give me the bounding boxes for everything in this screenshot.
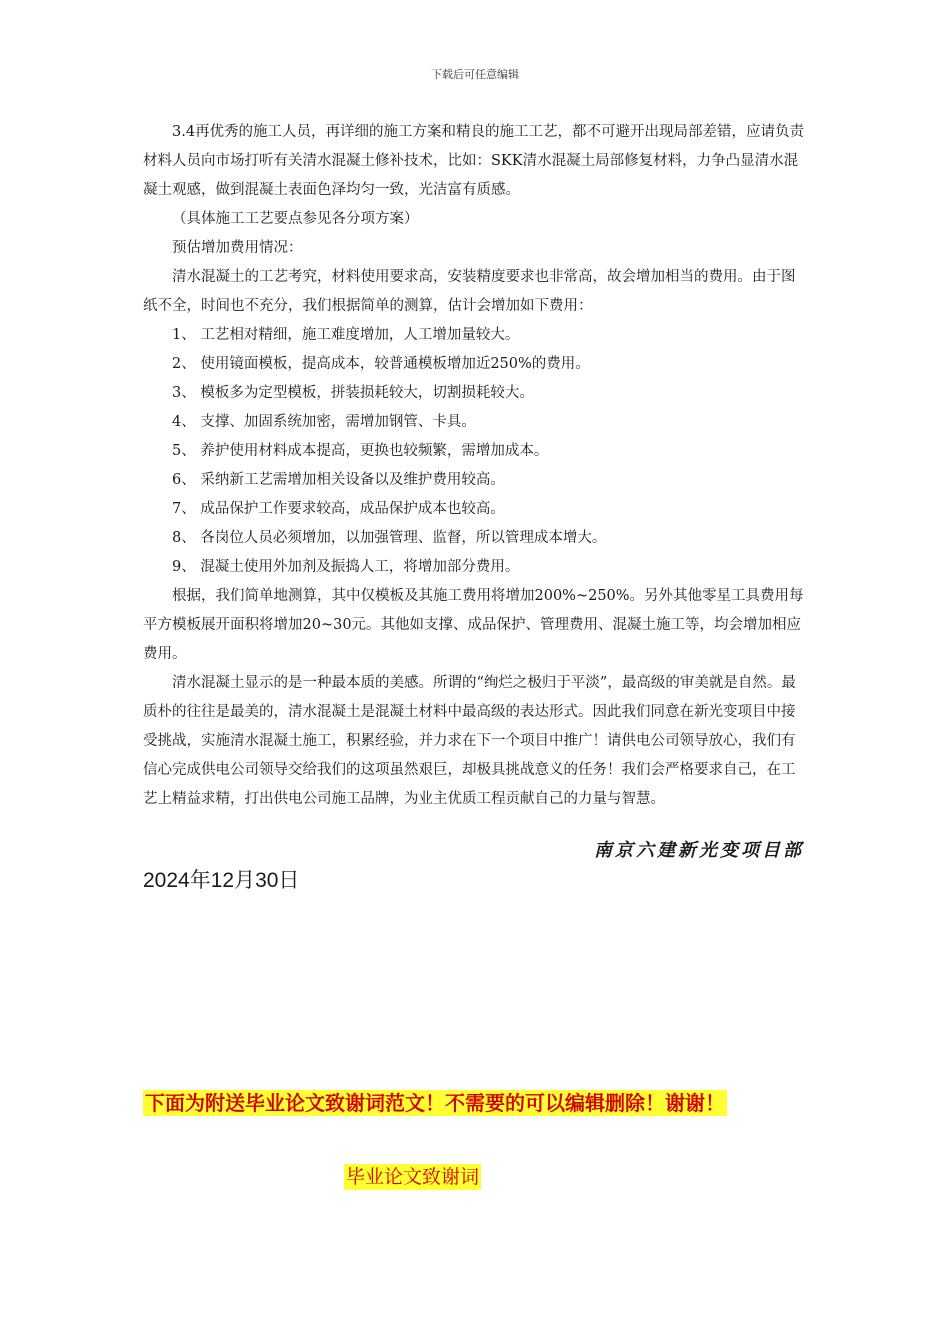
appendix-title: 毕业论文致谢词 bbox=[346, 1166, 480, 1188]
paragraph-estimate: 根据，我们简单地测算，其中仅模板及其施工费用将增加200%~250%。另外其他零星工具费用每平方模板展开面积将增加20~30元。其他如支撑、成品保护、管理费用、混凝土施工等，均会增加相应费用。 bbox=[143, 588, 804, 662]
list-item: 7、 成品保护工作要求较高，成品保护成本也较高。 bbox=[172, 501, 505, 517]
paragraph-cost-heading: 预估增加费用情况： bbox=[172, 240, 303, 256]
paragraph-conclusion: 清水混凝土显示的是一种最本质的美感。所谓的“绚烂之极归于平淡”，最高级的审美就是自然。最质朴的往往是最美的，清水混凝土是混凝土材料中最高级的表达形式。因此我们同意在新光变项目中接受挑战，实施清水混凝土施工，积累经验，并力求在下一个项目中推广！请供电公司领导放心，我们有信心完成供电公司领导交给我们的这项虽然艰巨，却极具挑战意义的任务！我们会严格要求自己，在工艺上精益求精，打出供电公司施工品牌，为业主优质工程贡献自己的力量与智慧。 bbox=[143, 675, 796, 807]
list-item: 5、 养护使用材料成本提高，更换也较频繁，需增加成本。 bbox=[172, 443, 549, 459]
list-item: 6、 采纳新工艺需增加相关设备以及维护费用较高。 bbox=[172, 472, 505, 488]
appendix-notice: 下面为附送毕业论文致谢词范文！不需要的可以编辑删除！谢谢！ bbox=[145, 1091, 725, 1115]
list-item: 2、 使用镜面模板，提高成本，较普通模板增加近250%的费用。 bbox=[172, 356, 590, 372]
list-item: 4、 支撑、加固系统加密，需增加钢管、卡具。 bbox=[172, 414, 476, 430]
document-body bbox=[143, 118, 807, 814]
paragraph-repair: 3.4再优秀的施工人员，再详细的施工方案和精良的施工工艺，都不可避开出现局部差错，应请负责材料人员向市场打听有关清水混凝土修补技术，比如：SKK清水混凝土局部修复材料，力争凸显清水混凝土观感，做到混凝土表面色泽均匀一致，光洁富有质感。 bbox=[143, 124, 805, 198]
page-header: 下载后可任意编辑 bbox=[431, 68, 519, 81]
signature: 南京六建新光变项目部 bbox=[594, 840, 804, 861]
list-item: 9、 混凝土使用外加剂及振捣人工，将增加部分费用。 bbox=[172, 559, 520, 575]
list-item: 8、 各岗位人员必须增加，以加强管理、监督，所以管理成本增大。 bbox=[172, 530, 607, 546]
paragraph-reference: （具体施工工艺要点参见各分项方案） bbox=[172, 211, 419, 227]
list-item: 1、 工艺相对精细，施工难度增加，人工增加量较大。 bbox=[172, 327, 520, 343]
document-date: 2024年12月30日 bbox=[143, 869, 300, 892]
paragraph-cost-intro: 清水混凝土的工艺考究，材料使用要求高，安装精度要求也非常高，故会增加相当的费用。由于图纸不全，时间也不充分，我们根据简单的测算，估计会增加如下费用： bbox=[143, 269, 796, 314]
list-item: 3、 模板多为定型模板，拼装损耗较大，切割损耗较大。 bbox=[172, 385, 534, 401]
